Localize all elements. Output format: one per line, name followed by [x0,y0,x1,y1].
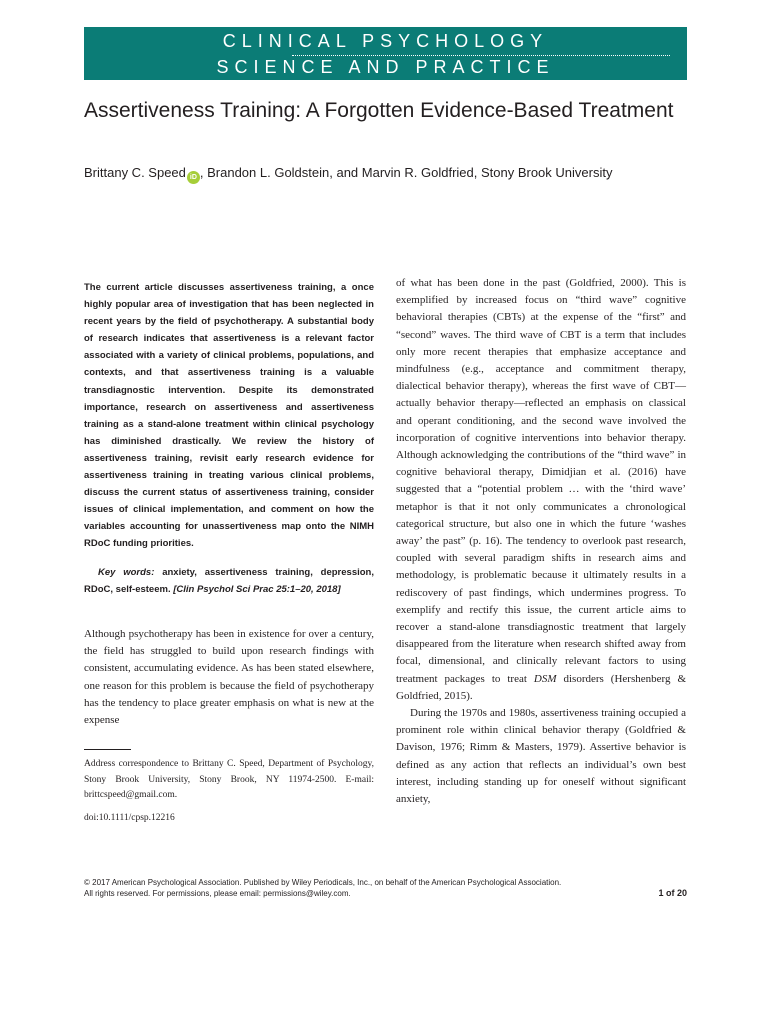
dsm-term: DSM [533,672,557,685]
article-title: Assertiveness Training: A Forgotten Evidence-Based Treatment [84,99,674,122]
body-text-left-column: Although psychotherapy has been in existence for over a century, the field has struggled to build upon research findings with consistent, accumulating evidence. As has been stated elsewhere, one reason for this problem is because the field of psychotherapy has the tendency to place greater emphasis on what is new at the expense [84,628,374,727]
correspondence-footnote: Address correspondence to Brittany C. Speed, Department of Psychology, Stony Brook University, Stony Brook, NY 11974-2500. E-mail: brittcspeed@gmail.com. [84,759,374,800]
footnote-divider [84,749,131,750]
paragraph-1-text: of what has been done in the past (Goldfried, 2000). This is exemplified by increased focus on “third wave” cognitive behavioral therapies (CBTs) at the expense of the “first” and “second” waves. The third wave of CBT is a term that includes only more recent therapies that emphasize acceptance and mindfulness (e.g., acceptance and commitment therapy, dialectical behavior therapy), whereas the first wave of CBT—actually behavior therapy—reflected an emphasis on classical and operant conditioning, and the second wave involved the incorporation of cognitive interventions into behavior therapy. Although acknowledging the contributions of the “third wave” in cognitive behavioral therapy, Dimidjian et al. (2016) have suggested that a “potential problem … with the ‘third wave’ metaphor is that it not only communicates a chronological categorical structure, but also one in which the future ‘washes away’ the past” (p. 16). The tendency to overlook past research, coupled with several paradigm shifts in research aims and methodology, is problematic because it ultimately results in a rediscovery of past findings, which undermines progress. To exemplify and rectify this issue, the current article aims to recover a stand-alone transdiagnostic treatment that largely disappeared from the literature when research shifted away from focal, dimensional, and clinically relevant factors to using treatment packages to treat [396,277,686,685]
body-text-right-column [396,275,686,808]
journal-name-line1: CLINICAL PSYCHOLOGY [222,31,549,51]
journal-banner [84,27,687,80]
page-number: 1 of 20 [658,888,687,898]
paragraph-1 [396,275,686,705]
copyright-line: © 2017 American Psychological Association. Published by Wiley Periodicals, Inc., on behalf of the American Psychological Association. [84,878,562,887]
paragraph-2: During the 1970s and 1980s, assertiveness training occupied a prominent role within clinical behavior therapy (Goldfried & Davison, 1976; Rimm & Masters, 1979). Assertive behavior is defined as any action that reflects an individual’s own best interest, including standing up for oneself without significant anxiety, [396,707,686,806]
paragraph-1-end: disorders (Hershenberg & Goldfried, 2015). [396,672,686,702]
journal-citation: [Clin Psychol Sci Prac 25:1–20, 2018] [173,583,341,595]
abstract: The current article discusses assertiveness training, a once highly popular area of investigation that has been neglected in recent years by the field of psychotherapy. A substantial body of research indicates that assertiveness is a relevant factor associated with a variety of clinical problems, populations, and contexts, and that assertiveness training is a valuable transdiagnostic intervention. Despite its demonstrated importance, research on assertiveness and assertiveness training as a stand-alone treatment within clinical psychology has diminished drastically. We review the history of assertiveness training, revisit early research evidence for assertiveness training in treating various clinical problems, discuss the current status of assertiveness training, consider issues of clinical implementation, and comment on how the variables accounting for unassertiveness map onto the NIMH RDoC funding priorities. [84,282,374,550]
keywords-label: Key words: [98,567,155,578]
orcid-icon[interactable]: iD [187,171,200,184]
other-authors: , Brandon L. Goldstein, and Marvin R. Goldfried, Stony Brook University [199,165,613,180]
journal-name-line2: SCIENCE AND PRACTICE [216,57,555,77]
keywords-text: anxiety, assertiveness training, depression, RDoC, self-esteem. [84,567,374,595]
page-footer [84,877,687,899]
keywords [84,565,374,598]
rights-line: All rights reserved. For permissions, please email: permissions@wiley.com. [84,889,351,898]
doi: doi:10.1111/cpsp.12216 [84,813,175,823]
first-author: Brittany C. Speed [84,165,186,180]
author-line [84,164,724,184]
